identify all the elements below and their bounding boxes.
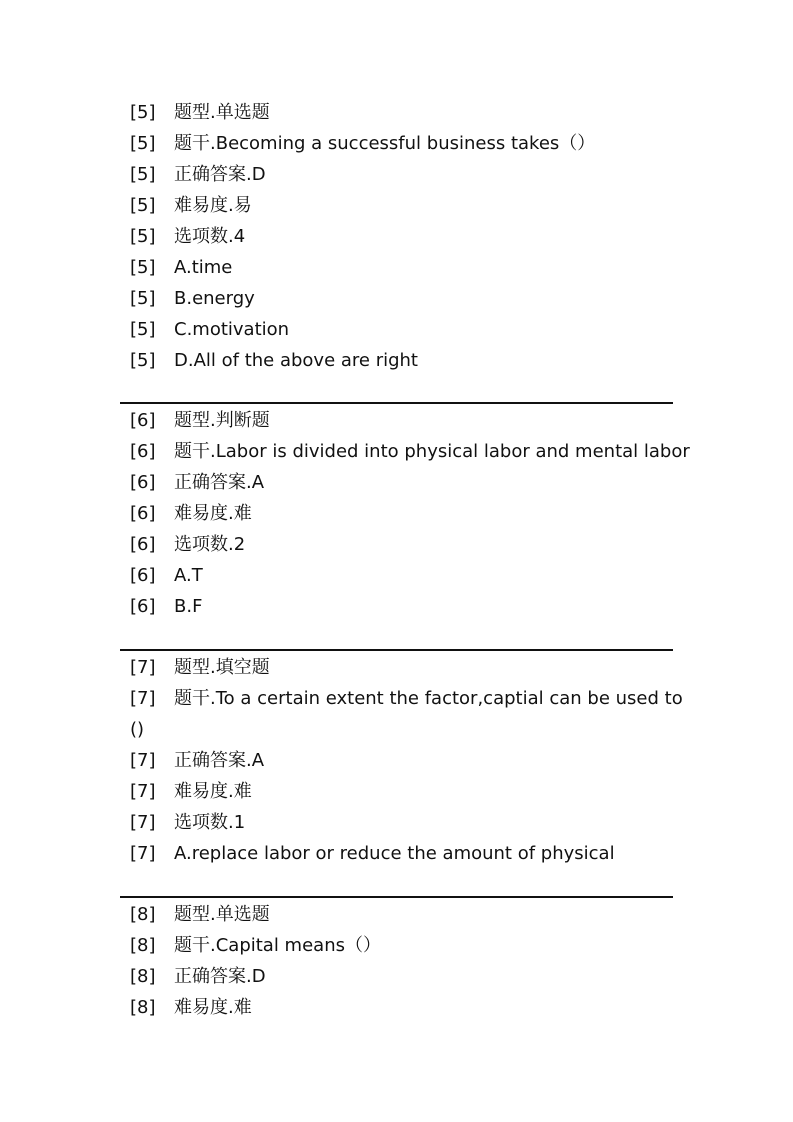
question-line-text: 正确答案.D	[174, 164, 266, 185]
question-line	[120, 899, 680, 930]
question-number-tag: [5]	[130, 319, 156, 340]
section-divider	[120, 402, 673, 404]
question-number-tag: [8]	[130, 904, 156, 925]
question-line-text: 题干.Becoming a successful business takes（）	[174, 133, 596, 154]
question-number-tag: [6]	[130, 534, 156, 555]
question-number-tag: [7]	[130, 812, 156, 833]
question-number-tag: [7]	[130, 688, 156, 709]
question-line	[120, 314, 680, 345]
question-line	[120, 560, 680, 591]
question-line-text: B.F	[174, 596, 203, 617]
question-line-text: 难易度.易	[174, 195, 252, 216]
question-line	[120, 221, 680, 252]
question-line	[120, 992, 680, 1023]
question-line	[120, 467, 680, 498]
question-line-text: 正确答案.A	[174, 472, 265, 493]
question-line-text: 难易度.难	[174, 781, 252, 802]
question-line	[120, 807, 680, 838]
question-line-text: 难易度.难	[174, 503, 252, 524]
question-number-tag: [5]	[130, 195, 156, 216]
question-line-text: 题型.填空题	[174, 657, 270, 678]
question-line	[120, 345, 680, 376]
question-block	[120, 899, 680, 1023]
question-number-tag: [8]	[130, 997, 156, 1018]
question-line-text: 选项数.2	[174, 534, 246, 555]
question-line	[120, 776, 680, 807]
question-number-tag: [7]	[130, 843, 156, 864]
question-number-tag: [7]	[130, 657, 156, 678]
question-block	[120, 405, 690, 622]
section-divider	[120, 649, 673, 651]
question-line-text: B.energy	[174, 288, 255, 309]
question-line-text: ()	[130, 719, 145, 740]
question-number-tag: [6]	[130, 472, 156, 493]
question-line-text: D.All of the above are right	[174, 350, 418, 371]
question-line	[120, 683, 683, 714]
question-line-text: 题干.Capital means（）	[174, 935, 381, 956]
question-line	[120, 930, 680, 961]
question-line-text: 选项数.4	[174, 226, 246, 247]
question-line-text: 难易度.难	[174, 997, 252, 1018]
question-number-tag: [8]	[130, 935, 156, 956]
question-line-text: 题型.单选题	[174, 904, 270, 925]
question-line	[120, 652, 680, 683]
question-line-text: A.replace labor or reduce the amount of physical	[174, 843, 615, 864]
question-line	[120, 961, 680, 992]
question-block	[120, 97, 680, 376]
question-block	[120, 652, 683, 869]
question-number-tag: [5]	[130, 350, 156, 371]
question-line	[120, 838, 680, 869]
question-number-tag: [5]	[130, 257, 156, 278]
question-line-text: 题干.Labor is divided into physical labor and mental labor	[174, 441, 690, 462]
question-number-tag: [8]	[130, 966, 156, 987]
question-number-tag: [7]	[130, 781, 156, 802]
question-number-tag: [6]	[130, 410, 156, 431]
question-line	[120, 283, 680, 314]
question-number-tag: [5]	[130, 133, 156, 154]
question-line-text: A.T	[174, 565, 203, 586]
question-line	[120, 252, 680, 283]
question-number-tag: [5]	[130, 102, 156, 123]
section-divider	[120, 896, 673, 898]
question-line-text: 选项数.1	[174, 812, 246, 833]
question-line-text: 正确答案.A	[174, 750, 265, 771]
question-line-text: C.motivation	[174, 319, 290, 340]
question-line-text: 题型.判断题	[174, 410, 270, 431]
question-line-text: A.time	[174, 257, 233, 278]
question-line	[120, 529, 680, 560]
question-line	[120, 436, 690, 467]
question-number-tag: [6]	[130, 565, 156, 586]
question-line	[120, 591, 680, 622]
question-line-text: 题干.To a certain extent the factor,captial can be used to	[174, 688, 683, 709]
question-number-tag: [5]	[130, 288, 156, 309]
question-line	[120, 159, 680, 190]
question-number-tag: [5]	[130, 226, 156, 247]
question-line-text: 题型.单选题	[174, 102, 270, 123]
question-line	[120, 128, 680, 159]
question-line	[120, 190, 680, 221]
question-line-continuation	[120, 714, 680, 745]
question-number-tag: [5]	[130, 164, 156, 185]
question-line	[120, 97, 680, 128]
question-number-tag: [6]	[130, 596, 156, 617]
question-number-tag: [6]	[130, 503, 156, 524]
question-line	[120, 405, 680, 436]
question-number-tag: [6]	[130, 441, 156, 462]
question-line-text: 正确答案.D	[174, 966, 266, 987]
question-number-tag: [7]	[130, 750, 156, 771]
question-line	[120, 745, 680, 776]
question-line	[120, 498, 680, 529]
